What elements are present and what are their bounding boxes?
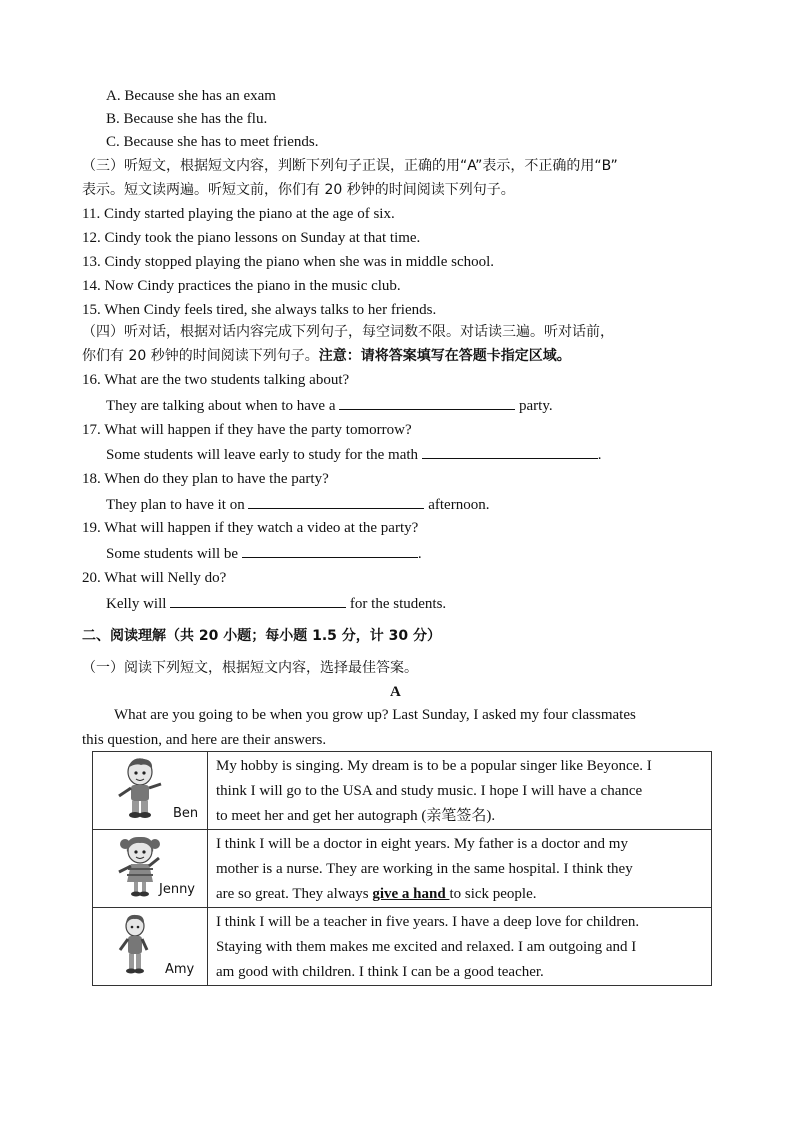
table-row [93, 908, 712, 986]
question-19: 19. What will happen if they watch a video at the party? [82, 520, 419, 536]
answer-line: I think I will be a teacher in five years. I have a deep love for children. [216, 914, 640, 930]
item-13: 13. Cindy stopped playing the piano when she was in middle school. [82, 254, 495, 270]
question-16: 16. What are the two students talking about? [82, 372, 350, 388]
item-14: 14. Now Cindy practices the piano in the music club. [82, 278, 401, 294]
answer-17-after: . [597, 447, 602, 463]
answer-line: to meet her and get her autograph (亲笔签名). [216, 808, 496, 824]
section4-instruction-normal: 你们有 20 秒钟的时间阅读下列句子。 [82, 348, 319, 364]
answer-line: My hobby is singing. My dream is to be a popular singer like Beyonce. I [216, 758, 652, 774]
option-b: B. Because she has the flu. [106, 111, 268, 127]
part2-heading: 二、阅读理解（共 20 小题；每小题 1.5 分，计 30 分） [82, 628, 442, 644]
answer-19-before: Some students will be [106, 546, 242, 562]
answers-table [92, 751, 712, 986]
question-20: 20. What will Nelly do? [82, 570, 227, 586]
answer-20-before: Kelly will [106, 596, 171, 612]
answer-line-end: to sick people. [449, 886, 537, 902]
answer-line: think I will go to the USA and study music. I hope I will have a chance [216, 783, 643, 799]
answer-line: mother is a nurse. They are working in the same hospital. I think they [216, 861, 633, 877]
answer-text-cell [208, 830, 712, 908]
item-15: 15. When Cindy feels tired, she always talks to her friends. [82, 302, 437, 318]
girl-figure-icon [107, 912, 173, 976]
table-row [93, 830, 712, 908]
section3-instruction-line2: 表示。短文读两遍。听短文前，你们有 20 秒钟的时间阅读下列句子。 [82, 182, 515, 198]
option-c: C. Because she has to meet friends. [106, 134, 319, 150]
answer-20-after: for the students. [346, 596, 447, 612]
passage-intro-line1: What are you going to be when you grow up? Last Sunday, I asked my four classmates [114, 707, 636, 723]
question-18: 18. When do they plan to have the party? [82, 471, 329, 487]
answer-19-after: . [417, 546, 422, 562]
question-17: 17. What will happen if they have the party tomorrow? [82, 422, 412, 438]
answer-line: am good with children. I think I can be a good teacher. [216, 964, 544, 980]
answer-blank-17[interactable] [422, 444, 598, 459]
answer-line-17 [106, 444, 602, 465]
answer-line-16 [106, 395, 553, 416]
answer-line: Staying with them makes me excited and relaxed. I am outgoing and I [216, 939, 637, 955]
passage-label: A [390, 684, 401, 700]
answer-line [216, 882, 705, 907]
section4-instruction-line2 [82, 346, 571, 366]
answer-line-20 [106, 593, 446, 614]
answer-17-before: Some students will leave early to study for the math [106, 447, 422, 463]
answer-blank-16[interactable] [339, 395, 515, 410]
answer-16-after: party. [515, 398, 553, 414]
kid-name: Amy [165, 962, 195, 977]
passage-intro-line2: this question, and here are their answers. [82, 732, 327, 748]
answer-text-cell [208, 752, 712, 830]
section3-instruction-line1: （三）听短文，根据短文内容，判断下列句子正误，正确的用“A”表示，不正确的用“B” [82, 158, 618, 174]
table-row [93, 752, 712, 830]
answer-line: I think I will be a doctor in eight years. My father is a doctor and my [216, 836, 628, 852]
part2-sub-instruction: （一）阅读下列短文，根据短文内容，选择最佳答案。 [82, 660, 418, 676]
section4-instruction-note: 注意：请将答案填写在答题卡指定区域。 [318, 348, 571, 364]
option-a: A. Because she has an exam [106, 88, 276, 104]
answer-blank-19[interactable] [242, 543, 418, 558]
answer-18-before: They plan to have it on [106, 497, 249, 513]
item-11: 11. Cindy started playing the piano at the age of six. [82, 206, 395, 222]
boy-figure-icon [107, 756, 173, 820]
picture-cell [93, 908, 208, 986]
answer-line-start: are so great. They always [216, 886, 373, 902]
section4-instruction-line1: （四）听对话，根据对话内容完成下列句子，每空词数不限。对话读三遍。听对话前， [82, 324, 614, 340]
answer-line-19 [106, 543, 422, 564]
answer-blank-18[interactable] [248, 494, 424, 509]
kid-name: Jenny [159, 882, 196, 897]
answer-16-before: They are talking about when to have a [106, 398, 340, 414]
answer-line-18 [106, 494, 489, 515]
item-12: 12. Cindy took the piano lessons on Sunday at that time. [82, 230, 421, 246]
kid-name: Ben [173, 806, 199, 821]
picture-cell [93, 752, 208, 830]
answer-text-cell [208, 908, 712, 986]
underlined-phrase: give a hand [372, 886, 450, 902]
answer-18-after: afternoon. [424, 497, 490, 513]
answer-blank-20[interactable] [170, 593, 346, 608]
picture-cell [93, 830, 208, 908]
